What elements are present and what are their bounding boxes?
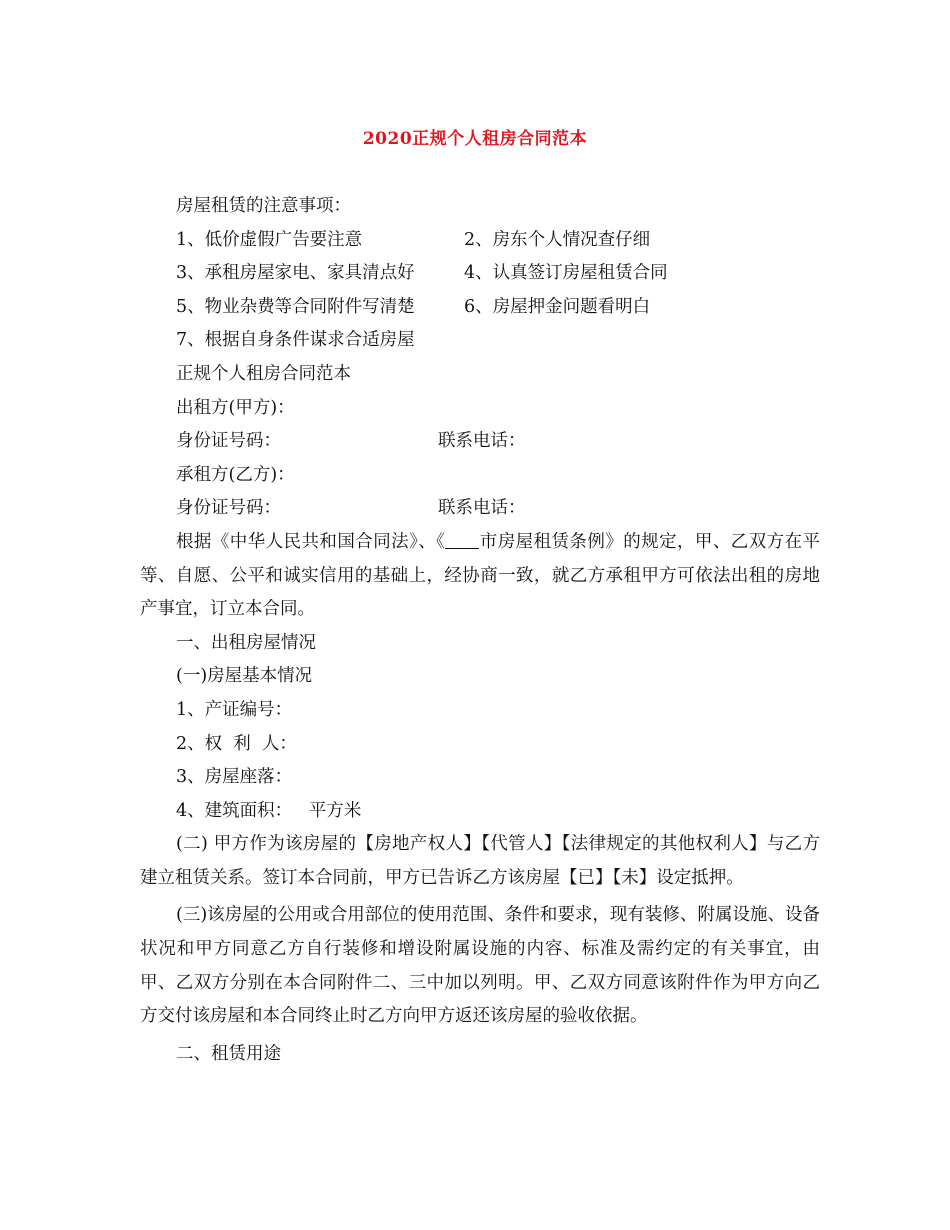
document-body (140, 190, 820, 1071)
notes-item-3: 3、承租房屋家电、家具清点好 (176, 263, 415, 284)
notes-item-6: 6、房屋押金问题看明白 (464, 296, 651, 317)
document-title: 2020正规个人租房合同范本 (362, 129, 588, 149)
section1-item-3: 3、房屋座落： (176, 767, 293, 788)
notes-row-2 (140, 257, 820, 291)
section1-heading: 一、出租房屋情况 (176, 632, 316, 653)
notes-item-1: 1、低价虚假广告要注意 (176, 229, 363, 250)
section1-item-2: 2、权 利 人： (176, 733, 297, 754)
notes-item-4: 4、认真签订房屋租赁合同 (464, 263, 668, 284)
lessor-phone-label: 联系电话： (438, 431, 526, 452)
section1-paragraph-2: (二) 甲方作为该房屋的【房地产权人】【代管人】【法律规定的其他权利人】与乙方建立租赁关系。签订本合同前，甲方已告诉乙方该房屋【已】【未】设定抵押。 (140, 834, 820, 888)
preamble-before-blank: 根据《中华人民共和国合同法》、《 (176, 531, 446, 552)
notes-heading: 房屋租赁的注意事项： (176, 196, 351, 216)
lessor-id-label: 身份证号码： (176, 431, 281, 452)
lessee-contact-row (140, 492, 820, 526)
contract-title: 正规个人租房合同范本 (176, 363, 351, 384)
lessee-phone-label: 联系电话： (438, 498, 526, 519)
notes-item-2: 2、房东个人情况查仔细 (464, 229, 651, 250)
section1-paragraph-3: (三)该房屋的公用或合用部位的使用范围、条件和要求，现有装修、附属设施、设备状况和甲方同意乙方自行装修和增设附属设施的内容、标准及需约定的有关事宜，由甲、乙双方分别在本合同附件二、三中加以列明。甲、乙双方同意该附件作为甲方向乙方交付该房屋和本合同终止时乙方向甲方返还该房屋的验收依据。 (140, 905, 820, 1027)
preamble-after-blank: 市房屋租赁条例》的规定，甲、乙双方在平等、自愿、公平和诚实信用的基础上，经协商一致，就乙方承租甲方可依法出租的房地产事宜，订立本合同。 (140, 531, 821, 620)
section2-heading: 二、租赁用途 (176, 1043, 281, 1064)
city-blank (445, 530, 479, 549)
notes-row-3 (140, 291, 820, 325)
section1-item-4: 4、建筑面积： 平方米 (176, 800, 362, 821)
preamble-paragraph (140, 526, 820, 627)
notes-item-5: 5、物业杂费等合同附件写清楚 (176, 296, 415, 317)
lessor-contact-row (140, 425, 820, 459)
section1-item-1: 1、产证编号： (176, 699, 293, 720)
lessee-label: 承租方(乙方)： (176, 464, 295, 485)
lessor-label: 出租方(甲方)： (176, 397, 295, 418)
section1-sub1: (一)房屋基本情况 (176, 666, 313, 687)
notes-item-7: 7、根据自身条件谋求合适房屋 (176, 330, 415, 351)
lessee-id-label: 身份证号码： (176, 498, 281, 519)
notes-row-1 (140, 224, 820, 258)
